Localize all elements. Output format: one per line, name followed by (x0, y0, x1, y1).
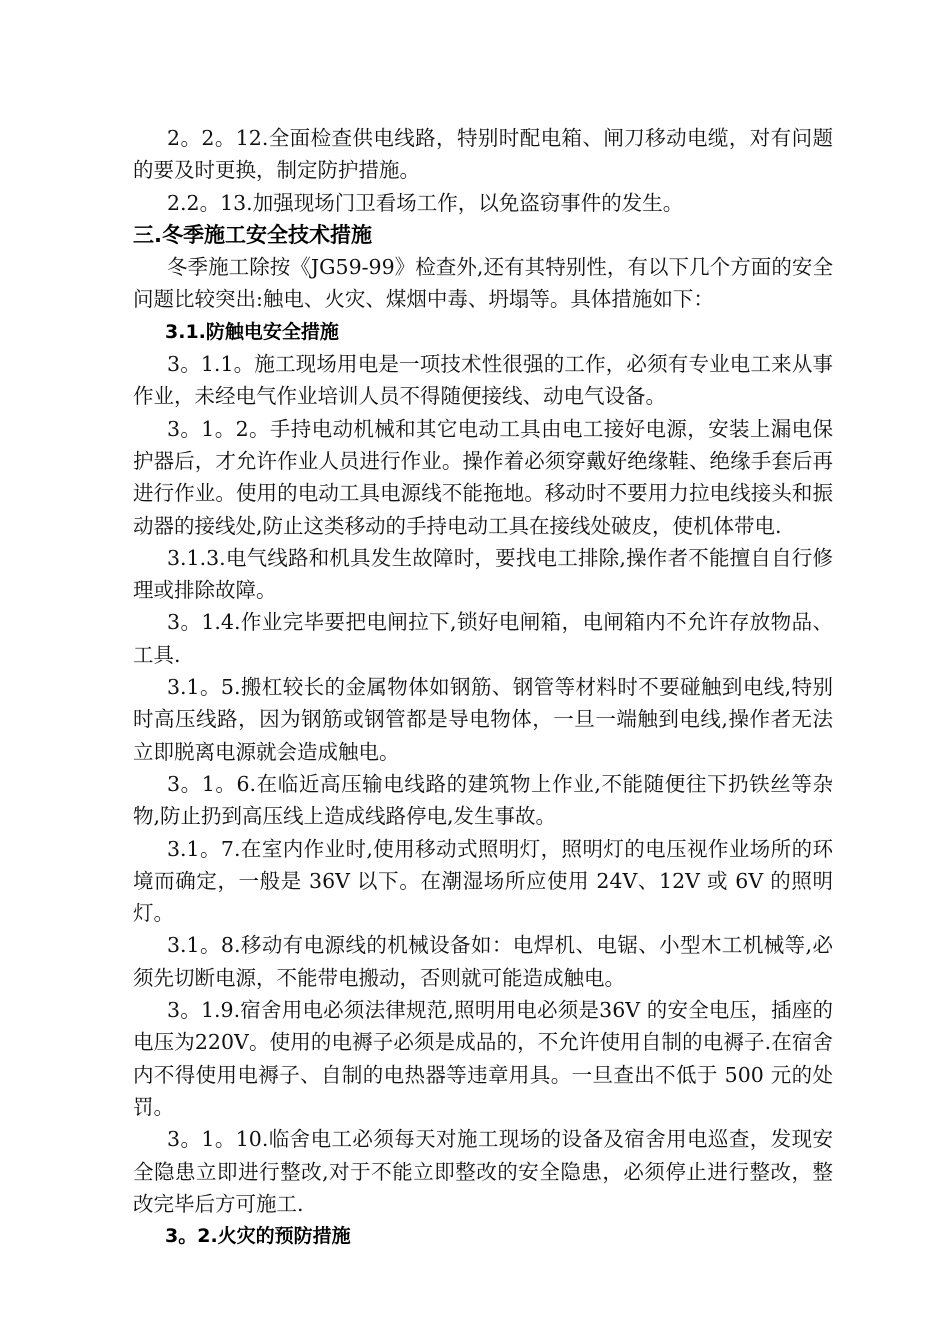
paragraph-3-1-2: 3。1。2。手持电动机械和其它电动工具由电工接好电源，安装上漏电保护器后，才允许作业人员进行作业。操作着必须穿戴好绝缘鞋、绝缘手套后再进行作业。使用的电动工具电源线不能拖地。移动时不要用力拉电线接头和振动器的接线处,防止这类移动的手持电动工具在接线处破皮，使机体带电. (133, 416, 833, 538)
paragraph-3-1-3: 3.1.3.电气线路和机具发生故障时，要找电工排除,操作者不能擅自自行修理或排除故障。 (133, 545, 833, 603)
section-3-intro: 冬季施工除按《JG59-99》检查外,还有其特别性，有以下几个方面的安全问题比较突出:触电、火灾、煤烟中毒、坍塌等。具体措施如下： (133, 255, 833, 312)
paragraph-3-1-5: 3.1。5.搬杠较长的金属物体如钢筋、钢管等材料时不要碰触到电线,特别时高压线路，因为钢筋或钢管都是导电物体，一旦一端触到电线,操作者无法立即脱离电源就会造成触电。 (133, 675, 833, 764)
section-3-heading: 三.冬季施工安全技术措施 (133, 222, 372, 247)
subsection-3-1-heading: 3.1.防触电安全措施 (165, 320, 339, 343)
paragraph-3-1-1: 3。1.1。施工现场用电是一项技术性很强的工作，必须有专业电工来从事作业，未经电气作业培训人员不得随便接线、动电气设备。 (133, 352, 833, 409)
document-body (133, 122, 833, 1252)
paragraph-3-1-6: 3。1。6.在临近高压输电线路的建筑物上作业,不能随便往下扔铁丝等杂物,防止扔到高压线上造成线路停电,发生事故。 (133, 771, 833, 829)
paragraph-2-2-13: 2.2。13.加强现场门卫看场工作，以免盗窃事件的发生。 (167, 190, 684, 215)
subsection-3-2-heading: 3。2.火灾的预防措施 (165, 1225, 351, 1248)
paragraph-2-2-12: 2。2。12.全面检查供电线路，特别时配电箱、闸刀移动电缆，对有问题的要及时更换，制定防护措施。 (133, 126, 833, 183)
paragraph-3-1-9: 3。1.9.宿舍用电必须法律规范,照明用电必须是36V 的安全电压，插座的电压为220V。使用的电褥子必须是成品的，不允许使用自制的电褥子.在宿舍内不得使用电褥子、自制的电热器等违章用具。一旦查出不低于 500 元的处罚。 (133, 998, 833, 1119)
paragraph-3-1-4: 3。1.4.作业完毕要把电闸拉下,锁好电闸箱，电闸箱内不允许存放物品、工具. (133, 610, 833, 667)
paragraph-3-1-7: 3.1。7.在室内作业时,使用移动式照明灯，照明灯的电压视作业场所的环境而确定，一般是 36V 以下。在潮湿场所应使用 24V、12V 或 6V 的照明灯。 (133, 836, 833, 926)
paragraph-3-1-8: 3.1。8.移动有电源线的机械设备如：电焊机、电锯、小型木工机械等,必须先切断电源，不能带电搬动，否则就可能造成触电。 (133, 933, 833, 990)
paragraph-3-1-10: 3。1。10.临舍电工必须每天对施工现场的设备及宿舍用电巡查，发现安全隐患立即进行整改,对于不能立即整改的安全隐患，必须停止进行整改，整改完毕后方可施工. (133, 1127, 833, 1216)
